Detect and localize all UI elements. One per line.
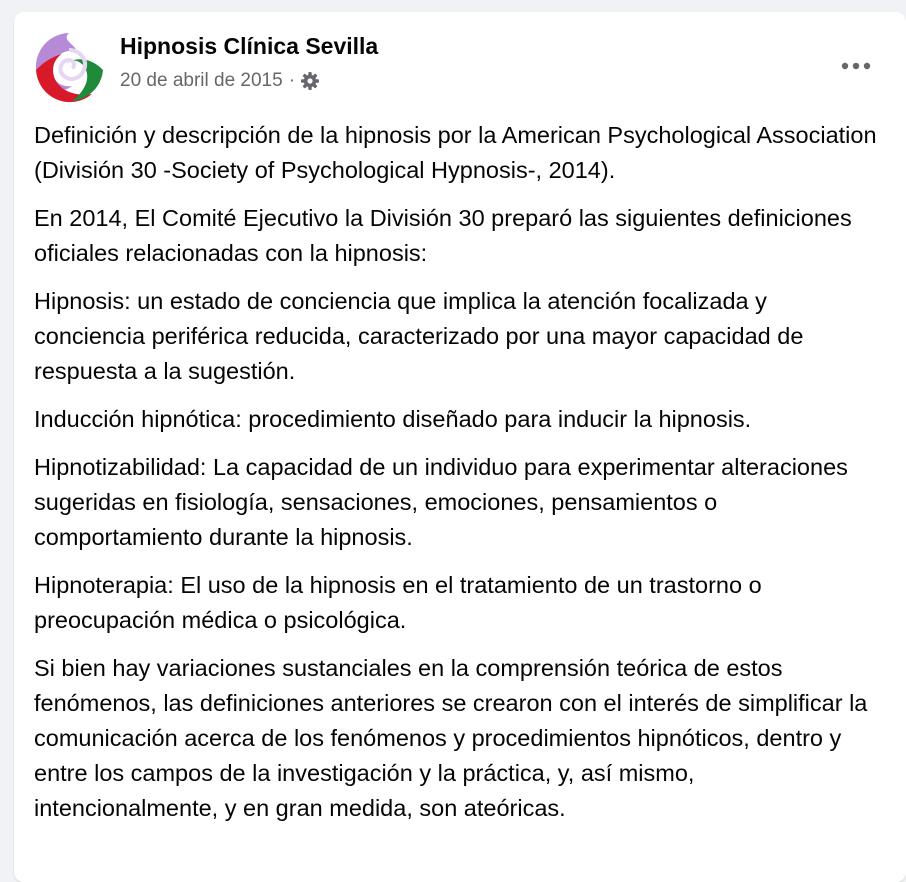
post-paragraph: Definición y descripción de la hipnosis por la American Psychological Association (División 30 -Society of Psychological Hypnosis-, 2014). [34, 122, 877, 183]
more-options-icon [841, 62, 871, 70]
gear-icon[interactable] [300, 71, 320, 91]
more-options-button[interactable] [836, 46, 876, 86]
post-paragraph: Hipnoterapia: El uso de la hipnosis en el tratamiento de un trastorno o preocupación médica o psicológica. [34, 572, 762, 633]
post-paragraph: Hipnotizabilidad: La capacidad de un individuo para experimentar alteraciones sugeridas en fisiología, sensaciones, emociones, pensamientos o comportamiento durante la hipnosis. [34, 454, 848, 550]
page-avatar[interactable] [32, 30, 106, 104]
post-date-link[interactable]: 20 de abril de 2015 [120, 70, 283, 91]
post-meta [120, 70, 320, 92]
post-paragraph: Inducción hipnótica: procedimiento diseñado para inducir la hipnosis. [34, 406, 752, 432]
post-text [34, 118, 884, 839]
spiral-logo-icon [32, 30, 106, 104]
post-paragraph: En 2014, El Comité Ejecutivo la División 30 preparó las siguientes definiciones oficiales relacionadas con la hipnosis: [34, 205, 852, 266]
post-header [14, 12, 906, 112]
post-paragraph: Hipnosis: un estado de conciencia que implica la atención focalizada y conciencia periférica reducida, caracterizado por una mayor capacidad de respuesta a la sugestión. [34, 288, 804, 384]
page-name-link[interactable]: Hipnosis Clínica Sevilla [120, 33, 379, 59]
post-paragraph: Si bien hay variaciones sustanciales en la comprensión teórica de estos fenómenos, las definiciones anteriores se crearon con el interés de simplificar la comunicación acerca de los fenómenos y procedimientos hipnóticos, dentro y entre los campos de la investigación y la práctica, y, así mismo, intencionalmente, y en gran medida, son ateóricas. [34, 655, 868, 821]
post-card [14, 12, 906, 882]
meta-separator: · [288, 70, 296, 91]
